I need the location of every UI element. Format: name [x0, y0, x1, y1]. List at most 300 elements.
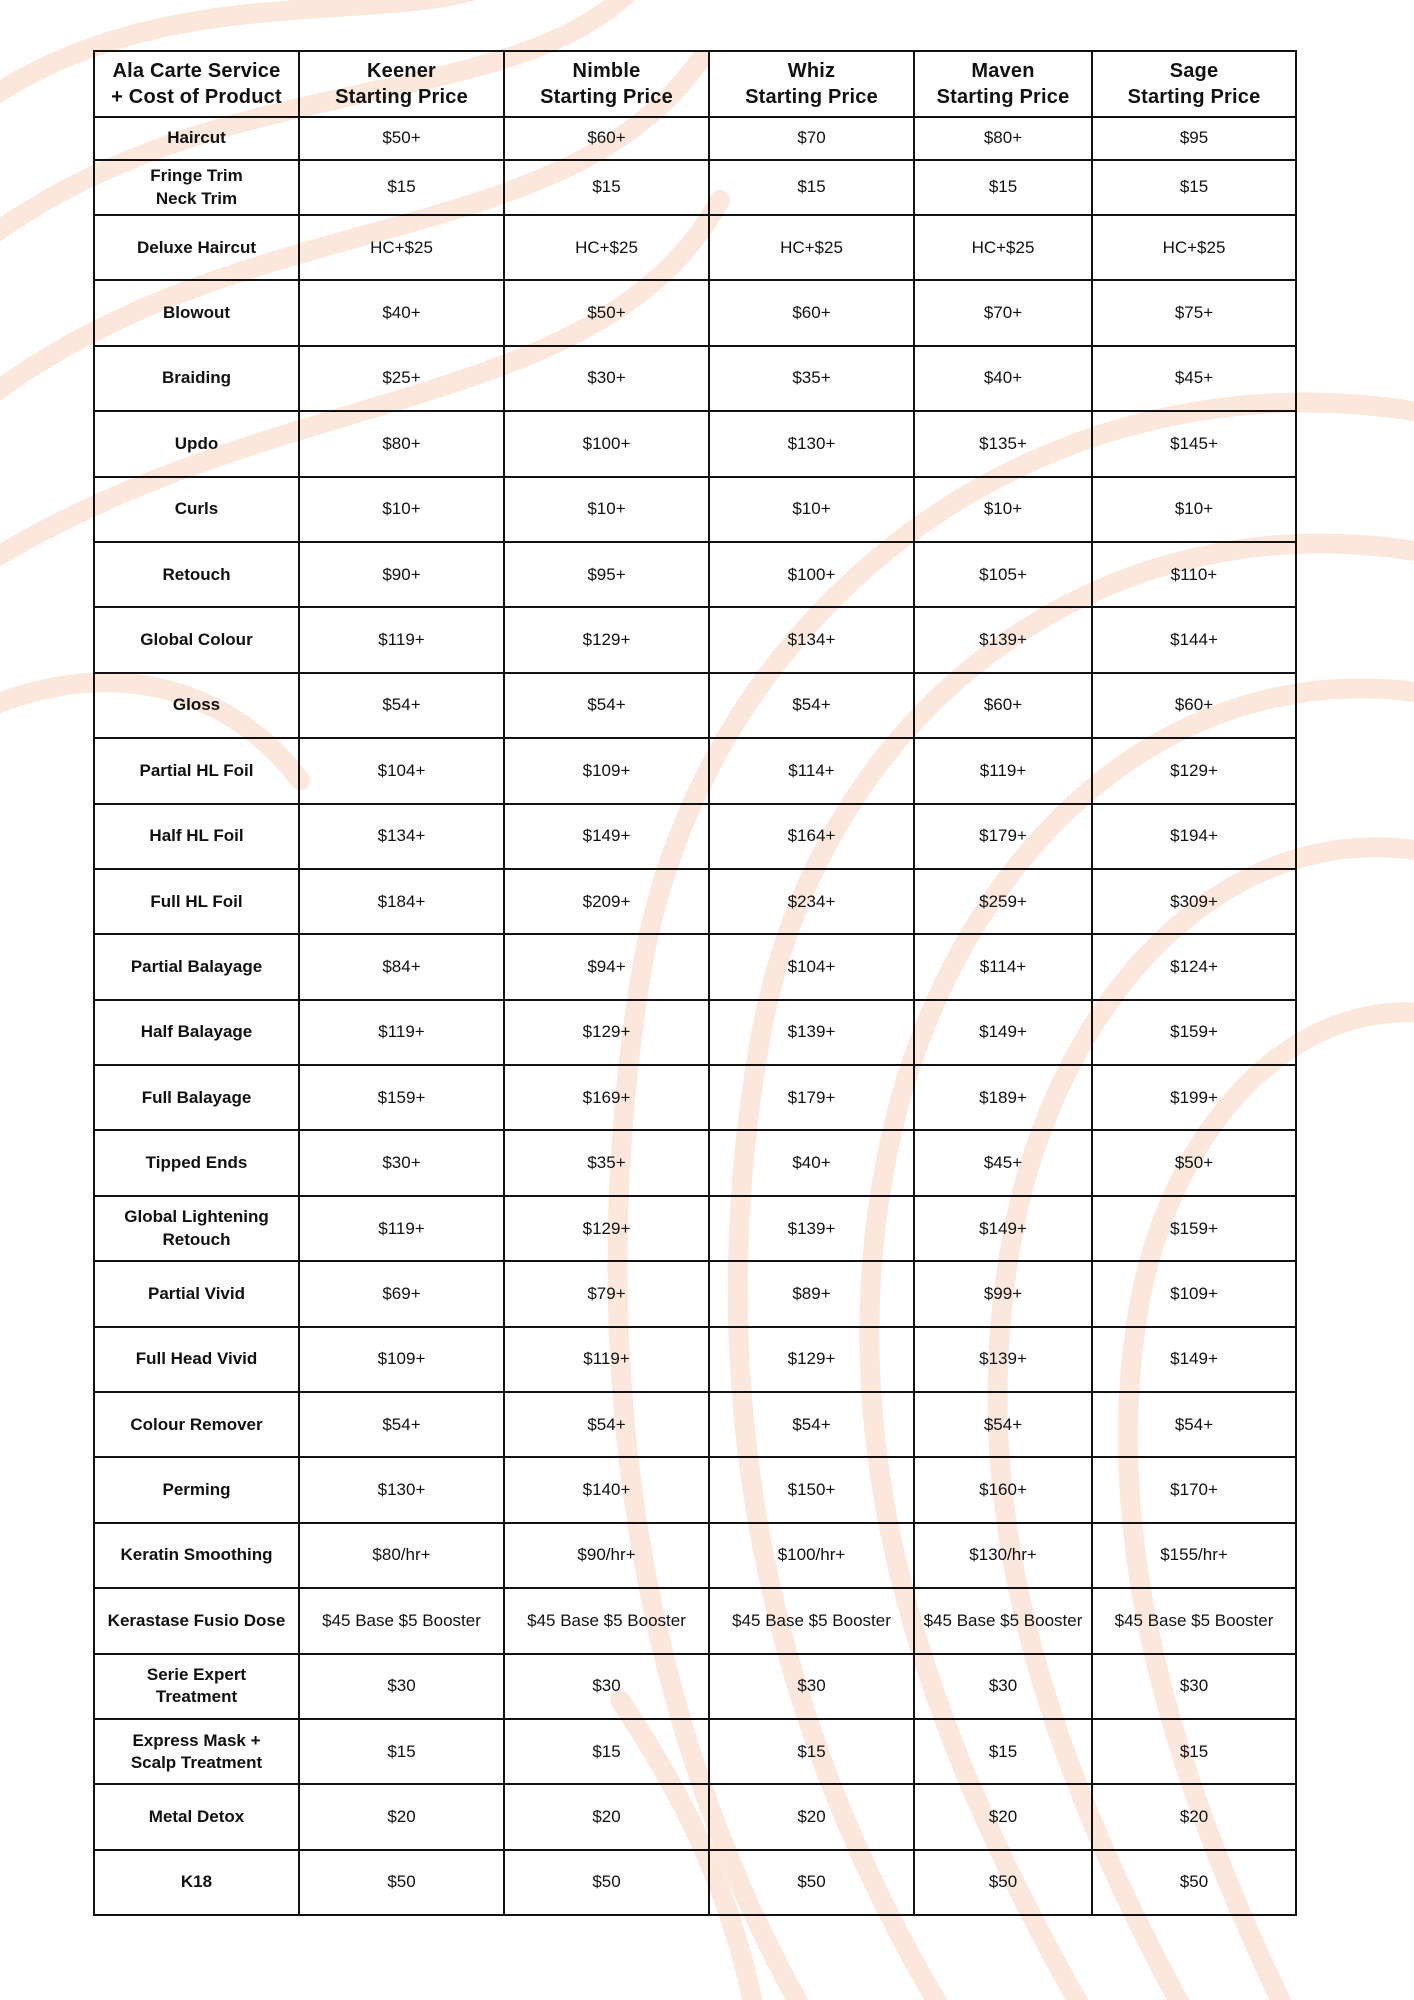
price-value: $54+	[792, 695, 831, 715]
price-value: $139+	[787, 1022, 836, 1042]
price-value: $45 Base $5 Booster	[732, 1610, 891, 1630]
price-cell-keener	[299, 1392, 504, 1457]
service-name-cell	[94, 1719, 299, 1784]
price-value: $10+	[792, 499, 831, 519]
price-value: $30	[1179, 1676, 1209, 1696]
price-value: $20	[1179, 1807, 1209, 1827]
price-value: $100+	[787, 564, 836, 584]
price-value: $35+	[587, 1153, 626, 1173]
service-name-cell	[94, 411, 299, 476]
price-cell-sage	[1092, 1850, 1296, 1915]
table-row	[94, 1130, 1296, 1195]
price-cell-nimble	[504, 1588, 709, 1653]
price-value: $129+	[582, 1022, 631, 1042]
table-row	[94, 1654, 1296, 1719]
pricing-table	[93, 50, 1297, 1916]
price-value: $179+	[979, 826, 1027, 846]
price-cell-sage	[1092, 804, 1296, 869]
price-cell-sage	[1092, 1784, 1296, 1849]
price-cell-whiz	[709, 117, 914, 160]
price-cell-whiz	[709, 1392, 914, 1457]
price-cell-nimble	[504, 117, 709, 160]
price-value: $50	[387, 1872, 416, 1892]
price-value: $25+	[382, 368, 421, 388]
service-name: K18	[180, 1872, 213, 1892]
price-value: $234+	[787, 891, 836, 911]
price-cell-whiz	[709, 1196, 914, 1261]
price-value: $145+	[1170, 433, 1218, 453]
price-value: $30+	[587, 368, 626, 388]
service-name: Braiding	[162, 368, 231, 388]
price-value: $160+	[979, 1480, 1027, 1500]
price-value: $139+	[979, 1349, 1027, 1369]
price-cell-keener	[299, 411, 504, 476]
table-row	[94, 804, 1296, 869]
price-value: $139+	[979, 629, 1027, 649]
price-value: $60+	[1174, 695, 1214, 715]
price-cell-nimble	[504, 1130, 709, 1195]
price-value: $69+	[382, 1283, 421, 1303]
price-cell-whiz	[709, 1130, 914, 1195]
price-value: $109+	[377, 1349, 426, 1369]
price-cell-maven	[914, 1000, 1092, 1065]
service-name: Full Balayage	[141, 1087, 252, 1107]
price-value: $15	[1179, 177, 1209, 197]
price-value: $40+	[382, 303, 421, 323]
price-cell-keener	[299, 1719, 504, 1784]
price-value: $35+	[792, 368, 831, 388]
price-cell-whiz	[709, 869, 914, 934]
price-cell-nimble	[504, 1065, 709, 1130]
table-row	[94, 411, 1296, 476]
price-cell-sage	[1092, 1588, 1296, 1653]
service-name: Kerastase Fusio Dose	[107, 1610, 286, 1630]
price-cell-nimble	[504, 1457, 709, 1522]
price-value: $110+	[1170, 564, 1218, 584]
price-cell-maven	[914, 869, 1092, 934]
price-value: $50+	[587, 303, 626, 323]
price-cell-nimble	[504, 477, 709, 542]
price-cell-keener	[299, 1654, 504, 1719]
price-cell-nimble	[504, 1719, 709, 1784]
price-value: $15	[797, 177, 826, 197]
price-cell-sage	[1092, 1327, 1296, 1392]
table-row	[94, 869, 1296, 934]
price-value: $94+	[587, 956, 626, 976]
price-value: $15	[1179, 1741, 1209, 1761]
price-value: $109+	[1170, 1283, 1218, 1303]
service-name: Perming	[162, 1480, 231, 1500]
price-value: $309+	[1170, 891, 1218, 911]
service-name-cell	[94, 1654, 299, 1719]
price-cell-nimble	[504, 869, 709, 934]
price-value: $79+	[587, 1283, 626, 1303]
price-cell-keener	[299, 1130, 504, 1195]
price-cell-nimble	[504, 1000, 709, 1065]
price-value: $60+	[983, 695, 1023, 715]
price-cell-maven	[914, 1196, 1092, 1261]
price-cell-whiz	[709, 542, 914, 607]
table-row	[94, 1719, 1296, 1784]
price-value: $104+	[787, 956, 836, 976]
price-cell-sage	[1092, 1654, 1296, 1719]
price-value: $140+	[582, 1480, 631, 1500]
price-cell-maven	[914, 1784, 1092, 1849]
service-name: Gloss	[172, 695, 221, 715]
price-value: $119+	[378, 1022, 425, 1042]
service-name-cell	[94, 934, 299, 999]
service-name-cell	[94, 1457, 299, 1522]
service-name-cell	[94, 1850, 299, 1915]
table-row	[94, 1065, 1296, 1130]
service-name: Partial Vivid	[147, 1283, 245, 1303]
table-row	[94, 160, 1296, 215]
price-cell-whiz	[709, 673, 914, 738]
price-cell-nimble	[504, 1196, 709, 1261]
table-row	[94, 607, 1296, 672]
price-cell-maven	[914, 673, 1092, 738]
service-name-cell	[94, 160, 299, 215]
service-name: Serie Expert Treatment	[146, 1665, 247, 1707]
service-name-cell	[94, 117, 299, 160]
price-cell-maven	[914, 607, 1092, 672]
price-value: HC+$25	[971, 237, 1035, 257]
tier-header-keener: Keener Starting Price	[299, 51, 504, 117]
price-value: $80/hr+	[372, 1545, 431, 1565]
price-cell-sage	[1092, 1261, 1296, 1326]
price-value: $60+	[792, 303, 831, 323]
price-cell-sage	[1092, 1392, 1296, 1457]
price-value: $114+	[979, 956, 1027, 976]
price-value: $139+	[787, 1218, 836, 1238]
price-cell-nimble	[504, 1784, 709, 1849]
price-value: $199+	[1170, 1087, 1218, 1107]
price-value: $104+	[377, 760, 426, 780]
price-value: HC+$25	[780, 237, 843, 257]
price-cell-nimble	[504, 1654, 709, 1719]
service-name-cell	[94, 346, 299, 411]
service-name-cell	[94, 1196, 299, 1261]
price-value: $84+	[382, 956, 421, 976]
price-cell-nimble	[504, 738, 709, 803]
price-cell-keener	[299, 1065, 504, 1130]
service-name: Colour Remover	[130, 1414, 263, 1434]
price-cell-maven	[914, 346, 1092, 411]
service-name-cell	[94, 804, 299, 869]
service-name-cell	[94, 1588, 299, 1653]
price-cell-maven	[914, 1457, 1092, 1522]
price-cell-maven	[914, 1850, 1092, 1915]
price-cell-keener	[299, 542, 504, 607]
price-value: $30	[592, 1676, 621, 1696]
tier-header-maven: Maven Starting Price	[914, 51, 1092, 117]
price-value: $89+	[792, 1283, 831, 1303]
price-value: $95	[1179, 128, 1209, 148]
table-row	[94, 1327, 1296, 1392]
service-name: Partial Balayage	[130, 956, 263, 976]
price-cell-keener	[299, 804, 504, 869]
price-value: $50+	[1174, 1153, 1214, 1173]
price-value: $15	[988, 177, 1018, 197]
price-value: $159+	[1170, 1218, 1218, 1238]
price-value: $129+	[787, 1349, 836, 1369]
price-cell-nimble	[504, 804, 709, 869]
price-cell-maven	[914, 117, 1092, 160]
price-cell-keener	[299, 280, 504, 345]
price-cell-nimble	[504, 607, 709, 672]
price-cell-sage	[1092, 1457, 1296, 1522]
price-cell-sage	[1092, 1523, 1296, 1588]
price-value: HC+$25	[575, 237, 638, 257]
table-row	[94, 673, 1296, 738]
price-cell-nimble	[504, 1523, 709, 1588]
price-cell-keener	[299, 346, 504, 411]
price-cell-whiz	[709, 215, 914, 280]
price-cell-whiz	[709, 477, 914, 542]
price-value: $130+	[787, 433, 836, 453]
price-value: $54+	[382, 695, 421, 715]
price-cell-sage	[1092, 738, 1296, 803]
table-row	[94, 1850, 1296, 1915]
price-cell-whiz	[709, 738, 914, 803]
price-value: $129+	[582, 629, 631, 649]
price-cell-maven	[914, 215, 1092, 280]
price-value: $119+	[583, 1349, 630, 1369]
price-value: $164+	[787, 826, 836, 846]
price-cell-nimble	[504, 346, 709, 411]
price-value: $100+	[582, 433, 631, 453]
table-row	[94, 1457, 1296, 1522]
price-value: $80+	[983, 128, 1023, 148]
price-value: $80+	[382, 433, 421, 453]
price-cell-sage	[1092, 1065, 1296, 1130]
price-cell-sage	[1092, 607, 1296, 672]
price-value: $40+	[983, 368, 1023, 388]
price-value: HC+$25	[370, 237, 433, 257]
service-name: Metal Detox	[148, 1807, 245, 1827]
price-cell-maven	[914, 1065, 1092, 1130]
price-value: $129+	[582, 1218, 631, 1238]
price-value: $149+	[979, 1218, 1027, 1238]
service-name-cell	[94, 215, 299, 280]
service-name-cell	[94, 542, 299, 607]
price-cell-whiz	[709, 346, 914, 411]
service-name: Fringe Trim Neck Trim	[150, 166, 243, 208]
service-column-header: Ala Carte Service + Cost of Product	[94, 51, 299, 117]
price-cell-maven	[914, 1392, 1092, 1457]
service-name: Retouch	[162, 564, 231, 584]
service-name-cell	[94, 1000, 299, 1065]
table-row	[94, 1196, 1296, 1261]
tier-header-whiz: Whiz Starting Price	[709, 51, 914, 117]
price-cell-keener	[299, 738, 504, 803]
table-row	[94, 477, 1296, 542]
price-value: $100/hr+	[777, 1545, 846, 1565]
price-value: $209+	[582, 891, 631, 911]
table-row	[94, 215, 1296, 280]
table-row	[94, 346, 1296, 411]
table-row	[94, 1588, 1296, 1653]
price-value: $184+	[377, 891, 426, 911]
price-value: $54+	[587, 1414, 626, 1434]
service-name-cell	[94, 1261, 299, 1326]
price-cell-maven	[914, 280, 1092, 345]
price-cell-maven	[914, 934, 1092, 999]
price-cell-keener	[299, 1784, 504, 1849]
price-value: $30	[797, 1676, 826, 1696]
price-value: $155/hr+	[1160, 1545, 1228, 1565]
price-value: $54+	[1174, 1414, 1214, 1434]
price-value: $15	[797, 1741, 826, 1761]
price-cell-maven	[914, 1654, 1092, 1719]
price-cell-maven	[914, 804, 1092, 869]
price-value: $259+	[979, 891, 1027, 911]
price-cell-sage	[1092, 160, 1296, 215]
price-cell-whiz	[709, 1654, 914, 1719]
service-name-cell	[94, 280, 299, 345]
price-cell-keener	[299, 1588, 504, 1653]
price-cell-nimble	[504, 673, 709, 738]
price-value: $179+	[787, 1087, 836, 1107]
tier-header-nimble: Nimble Starting Price	[504, 51, 709, 117]
price-cell-keener	[299, 1457, 504, 1522]
price-value: $50	[988, 1872, 1018, 1892]
service-name: Half HL Foil	[149, 826, 244, 846]
price-cell-sage	[1092, 869, 1296, 934]
price-value: $30	[387, 1676, 416, 1696]
price-cell-keener	[299, 1850, 504, 1915]
price-value: $30	[988, 1676, 1018, 1696]
price-value: $114+	[788, 760, 835, 780]
price-cell-whiz	[709, 1000, 914, 1065]
price-cell-whiz	[709, 1065, 914, 1130]
price-value: $54+	[792, 1414, 831, 1434]
price-value: $149+	[979, 1022, 1027, 1042]
price-cell-sage	[1092, 215, 1296, 280]
price-value: $50	[592, 1872, 621, 1892]
price-value: $60+	[587, 128, 626, 148]
price-value: $50	[797, 1872, 826, 1892]
price-cell-whiz	[709, 280, 914, 345]
price-value: $10+	[382, 499, 421, 519]
price-value: $124+	[1170, 956, 1218, 976]
price-cell-whiz	[709, 804, 914, 869]
price-cell-whiz	[709, 1850, 914, 1915]
price-value: $109+	[582, 760, 631, 780]
price-cell-whiz	[709, 934, 914, 999]
service-name: Full HL Foil	[150, 891, 243, 911]
price-value: $45 Base $5 Booster	[1114, 1610, 1274, 1630]
table-row	[94, 1392, 1296, 1457]
price-cell-whiz	[709, 1327, 914, 1392]
service-name-cell	[94, 1130, 299, 1195]
price-cell-sage	[1092, 1130, 1296, 1195]
price-cell-keener	[299, 1327, 504, 1392]
price-value: $45 Base $5 Booster	[527, 1610, 686, 1630]
price-value: $189+	[979, 1087, 1027, 1107]
price-value: $70	[797, 128, 826, 148]
price-value: $15	[387, 177, 416, 197]
pricing-table-body	[94, 117, 1296, 1915]
service-name-cell	[94, 673, 299, 738]
service-name-cell	[94, 869, 299, 934]
price-cell-maven	[914, 477, 1092, 542]
service-name: Partial HL Foil	[139, 760, 254, 780]
price-value: $130/hr+	[969, 1545, 1037, 1565]
price-value: $10+	[983, 499, 1023, 519]
price-cell-sage	[1092, 411, 1296, 476]
price-value: $45+	[983, 1153, 1023, 1173]
price-cell-nimble	[504, 1327, 709, 1392]
service-name-cell	[94, 1523, 299, 1588]
service-name: Blowout	[162, 303, 231, 323]
price-cell-keener	[299, 215, 504, 280]
table-row	[94, 1784, 1296, 1849]
price-value: $30+	[382, 1153, 421, 1173]
price-value: $119+	[378, 1218, 425, 1238]
price-cell-sage	[1092, 117, 1296, 160]
price-value: $10+	[1174, 499, 1214, 519]
table-row	[94, 738, 1296, 803]
price-cell-maven	[914, 160, 1092, 215]
price-value: $15	[387, 1741, 416, 1761]
price-cell-nimble	[504, 280, 709, 345]
price-cell-sage	[1092, 1000, 1296, 1065]
price-cell-keener	[299, 117, 504, 160]
price-value: $150+	[787, 1480, 836, 1500]
price-cell-maven	[914, 738, 1092, 803]
table-row	[94, 1261, 1296, 1326]
price-value: $15	[592, 177, 621, 197]
price-cell-whiz	[709, 1719, 914, 1784]
price-cell-whiz	[709, 607, 914, 672]
price-value: $144+	[1170, 629, 1218, 649]
price-cell-nimble	[504, 411, 709, 476]
price-value: $105+	[979, 564, 1027, 584]
price-cell-whiz	[709, 1457, 914, 1522]
price-value: $135+	[979, 433, 1027, 453]
price-value: $159+	[377, 1087, 426, 1107]
price-value: $159+	[1170, 1022, 1218, 1042]
price-value: $50+	[382, 128, 421, 148]
price-cell-sage	[1092, 1196, 1296, 1261]
price-cell-keener	[299, 160, 504, 215]
price-value: $20	[387, 1807, 416, 1827]
price-cell-whiz	[709, 411, 914, 476]
table-row	[94, 934, 1296, 999]
price-value: $40+	[792, 1153, 831, 1173]
price-cell-sage	[1092, 542, 1296, 607]
price-cell-sage	[1092, 1719, 1296, 1784]
table-row	[94, 1000, 1296, 1065]
price-value: $54+	[382, 1414, 421, 1434]
tier-header-sage: Sage Starting Price	[1092, 51, 1296, 117]
service-name-cell	[94, 607, 299, 672]
price-cell-maven	[914, 1719, 1092, 1784]
price-value: $90+	[382, 564, 421, 584]
service-name: Tipped Ends	[145, 1153, 248, 1173]
price-cell-sage	[1092, 477, 1296, 542]
service-name: Curls	[174, 499, 219, 519]
price-cell-maven	[914, 1523, 1092, 1588]
price-value: $54+	[983, 1414, 1023, 1434]
price-value: $99+	[983, 1283, 1023, 1303]
price-value: $70+	[983, 303, 1023, 323]
price-value: $45+	[1174, 368, 1214, 388]
price-value: $129+	[1170, 760, 1218, 780]
service-name: Deluxe Haircut	[136, 237, 257, 257]
price-value: $119+	[979, 760, 1027, 780]
